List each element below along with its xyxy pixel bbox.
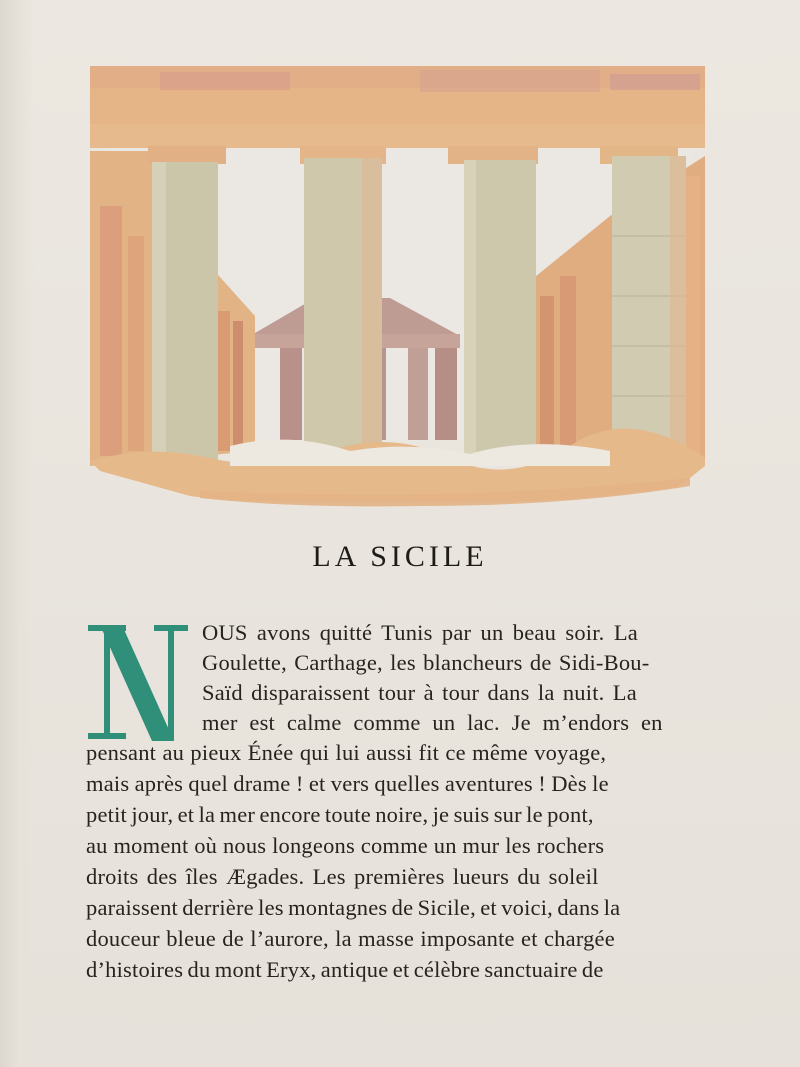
paragraph-line: petit jour, et la mer encore toute noire, je suis sur le pont, [86, 802, 594, 827]
paragraph-line: mer est calme comme un lac. Je m’endors en [202, 710, 663, 735]
chapter-title: LA SICILE [312, 540, 488, 573]
paragraph-line: Goulette, Carthage, les blancheurs de Sidi-Bou- [202, 650, 650, 675]
paragraph-line: douceur bleue de l’aurore, la masse imposante et chargée [86, 926, 615, 951]
temple-illustration [90, 66, 710, 508]
paragraph-line: paraissent derrière les montagnes de Sicile, et voici, dans la [86, 895, 621, 920]
paragraph-line: Saïd disparaissent tour à tour dans la nuit. La [202, 680, 637, 705]
paragraph-line: d’histoires du mont Eryx, antique et célèbre sanctuaire de [86, 957, 604, 982]
drop-cap [86, 625, 194, 741]
paragraph-line: au moment où nous longeons comme un mur les rochers [86, 833, 605, 858]
paragraph-line: pensant au pieux Énée qui lui aussi fit ce même voyage, [86, 740, 607, 765]
paragraph-line: droits des îles Ægades. Les premières lueurs du soleil [86, 864, 599, 889]
paragraph-line: mais après quel drame ! et vers quelles aventures ! Dès le [86, 771, 609, 796]
page-gutter-shadow [0, 0, 34, 1067]
paragraph-line: OUS avons quitté Tunis par un beau soir. La [202, 620, 638, 645]
